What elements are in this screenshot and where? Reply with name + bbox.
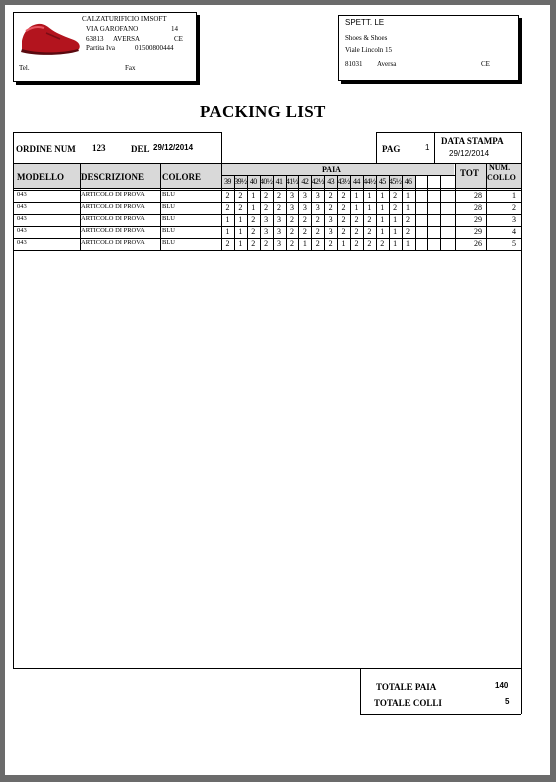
row-collo: 4 (512, 227, 516, 236)
recipient-city: Aversa (377, 60, 397, 68)
header-model: MODELLO (17, 172, 65, 182)
size-qty-cell: 3 (289, 203, 294, 212)
row-collo: 5 (512, 239, 516, 248)
size-qty-cell: 1 (393, 239, 398, 248)
size-qty-cell: 2 (302, 227, 307, 236)
recipient-province: CE (481, 60, 490, 68)
size-header: 39 (224, 177, 231, 186)
row-description: ARTICOLO DI PROVA (81, 239, 145, 246)
page-title: PACKING LIST (200, 102, 326, 121)
size-qty-cell: 2 (251, 215, 256, 224)
size-qty-cell: 2 (302, 215, 307, 224)
size-qty-cell: 2 (380, 239, 385, 248)
size-qty-cell: 1 (380, 191, 385, 200)
sender-tel-label: Tel. (19, 64, 30, 72)
total-pairs-value: 140 (495, 681, 509, 690)
size-header: 44½ (363, 177, 376, 186)
print-date-label: DATA STAMPA (441, 136, 504, 146)
size-qty-cell: 1 (354, 191, 359, 200)
size-qty-cell: 2 (341, 227, 346, 236)
header-pairs: PAIA (322, 165, 341, 174)
size-qty-cell: 2 (341, 191, 346, 200)
size-qty-cell: 1 (380, 203, 385, 212)
size-qty-cell: 3 (302, 191, 307, 200)
size-qty-cell: 3 (289, 191, 294, 200)
row-total: 26 (474, 239, 482, 248)
size-header: 46 (404, 177, 412, 186)
row-description: ARTICOLO DI PROVA (81, 227, 145, 234)
size-qty-cell: 2 (328, 203, 333, 212)
size-qty-cell: 3 (302, 203, 307, 212)
size-qty-cell: 2 (289, 227, 294, 236)
row-collo: 2 (512, 203, 516, 212)
size-qty-cell: 2 (341, 203, 346, 212)
size-qty-cell: 1 (354, 203, 359, 212)
recipient-address: Viale Lincoln 15 (345, 46, 393, 54)
sender-address: VIA GAROFANO (86, 25, 139, 33)
size-qty-cell: 2 (328, 191, 333, 200)
row-total: 28 (474, 203, 482, 212)
row-color: BLU (162, 191, 175, 198)
size-qty-cell: 2 (225, 191, 230, 200)
header-color: COLORE (162, 172, 202, 182)
size-qty-cell: 2 (315, 215, 320, 224)
size-qty-cell: 2 (354, 239, 359, 248)
sender-city: AVERSA (113, 35, 141, 43)
size-qty-cell: 1 (238, 227, 243, 236)
size-qty-cell: 2 (289, 215, 294, 224)
header-collo: COLLO (487, 173, 516, 182)
row-color: BLU (162, 215, 175, 222)
row-color: BLU (162, 227, 175, 234)
size-qty-cell: 1 (341, 239, 346, 248)
size-header: 40 (249, 177, 257, 186)
size-qty-cell: 1 (302, 239, 307, 248)
page-number: 1 (425, 143, 430, 152)
size-qty-cell: 3 (264, 215, 269, 224)
total-pairs-label: TOTALE PAIA (376, 682, 437, 692)
print-date: 29/12/2014 (449, 149, 490, 158)
size-header: 39½ (234, 177, 247, 186)
size-qty-cell: 1 (251, 203, 256, 212)
sender-fax-label: Fax (125, 64, 136, 72)
size-qty-cell: 1 (238, 215, 243, 224)
size-header: 43 (327, 177, 335, 186)
size-qty-cell: 2 (289, 239, 294, 248)
size-header: 41½ (285, 177, 299, 186)
size-qty-cell: 2 (328, 239, 333, 248)
header-description: DESCRIZIONE (81, 172, 145, 182)
size-qty-cell: 2 (277, 203, 282, 212)
size-qty-cell: 3 (328, 227, 333, 236)
row-collo: 3 (512, 215, 516, 224)
size-qty-cell: 1 (380, 227, 385, 236)
size-qty-cell: 2 (367, 215, 372, 224)
row-description: ARTICOLO DI PROVA (81, 203, 145, 210)
row-color: BLU (162, 203, 175, 210)
size-qty-cell: 1 (238, 239, 243, 248)
size-qty-cell: 2 (277, 191, 282, 200)
recipient-name: Shoes & Shoes (345, 34, 388, 42)
size-qty-cell: 2 (367, 227, 372, 236)
size-qty-cell: 3 (264, 227, 269, 236)
size-qty-cell: 2 (225, 239, 230, 248)
size-qty-cell: 1 (380, 215, 385, 224)
size-header: 41 (275, 177, 283, 186)
size-qty-cell: 1 (225, 227, 230, 236)
page-label: PAG (382, 144, 401, 154)
size-qty-cell: 1 (225, 215, 230, 224)
size-qty-cell: 2 (225, 203, 230, 212)
size-qty-cell: 2 (315, 227, 320, 236)
size-header: 43½ (337, 177, 350, 186)
row-description: ARTICOLO DI PROVA (81, 191, 145, 198)
sender-vat: 01500800444 (135, 44, 174, 52)
size-qty-cell: 2 (238, 191, 243, 200)
recipient-zip: 81031 (345, 60, 363, 68)
row-model: 043 (17, 215, 27, 222)
size-qty-cell: 1 (406, 203, 411, 212)
row-description: ARTICOLO DI PROVA (81, 215, 145, 222)
sender-street-number: 14 (171, 25, 178, 33)
size-qty-cell: 1 (367, 203, 372, 212)
order-number: 123 (92, 143, 106, 153)
size-header: 42½ (311, 177, 324, 186)
row-model: 043 (17, 203, 27, 210)
size-header: 42 (301, 177, 309, 186)
order-number-label: ORDINE NUM (16, 144, 76, 154)
row-total: 29 (474, 215, 482, 224)
size-qty-cell: 2 (406, 227, 411, 236)
size-qty-cell: 2 (251, 227, 256, 236)
size-qty-cell: 3 (277, 215, 282, 224)
size-qty-cell: 2 (367, 239, 372, 248)
recipient-heading: SPETT. LE (345, 18, 385, 27)
row-color: BLU (162, 239, 175, 246)
size-qty-cell: 3 (315, 203, 320, 212)
size-qty-cell: 3 (277, 239, 282, 248)
size-qty-cell: 1 (367, 191, 372, 200)
row-model: 043 (17, 239, 27, 246)
sender-province: CE (174, 35, 183, 43)
size-qty-cell: 2 (315, 239, 320, 248)
size-qty-cell: 2 (406, 215, 411, 224)
row-model: 043 (17, 191, 27, 198)
sender-vat-label: Partita Iva (86, 44, 115, 52)
header-total: TOT (460, 168, 479, 178)
row-total: 29 (474, 227, 482, 236)
size-qty-cell: 2 (264, 239, 269, 248)
size-qty-cell: 2 (354, 215, 359, 224)
header-collo-num: NUM. (489, 163, 511, 172)
order-date-label: DEL (131, 144, 150, 154)
order-date: 29/12/2014 (153, 143, 194, 152)
size-header: 45 (378, 177, 386, 186)
size-header: 45½ (389, 177, 402, 186)
row-model: 043 (17, 227, 27, 234)
size-qty-cell: 2 (354, 227, 359, 236)
size-qty-cell: 3 (315, 191, 320, 200)
size-qty-cell: 1 (393, 215, 398, 224)
sender-zip: 63813 (86, 35, 104, 43)
total-colli-label: TOTALE COLLI (374, 698, 442, 708)
size-qty-cell: 2 (264, 191, 269, 200)
size-qty-cell: 1 (251, 191, 256, 200)
size-qty-cell: 3 (277, 227, 282, 236)
red-shoe-icon (16, 17, 82, 59)
sender-box (13, 12, 197, 82)
size-header: 44 (353, 177, 360, 186)
sender-name: CALZATURIFICIO IMSOFT (82, 15, 167, 23)
row-collo: 1 (512, 191, 516, 200)
row-total: 28 (474, 191, 482, 200)
size-qty-cell: 3 (328, 215, 333, 224)
size-qty-cell: 2 (238, 203, 243, 212)
total-colli-value: 5 (505, 697, 510, 706)
size-qty-cell: 2 (393, 191, 398, 200)
size-qty-cell: 2 (393, 203, 398, 212)
size-header: 40½ (260, 177, 273, 186)
size-qty-cell: 2 (264, 203, 269, 212)
size-qty-cell: 1 (406, 239, 411, 248)
document-page (5, 5, 550, 775)
size-qty-cell: 2 (251, 239, 256, 248)
size-qty-cell: 2 (341, 215, 346, 224)
size-qty-cell: 1 (393, 227, 398, 236)
recipient-box (338, 15, 519, 81)
size-qty-cell: 1 (406, 191, 411, 200)
